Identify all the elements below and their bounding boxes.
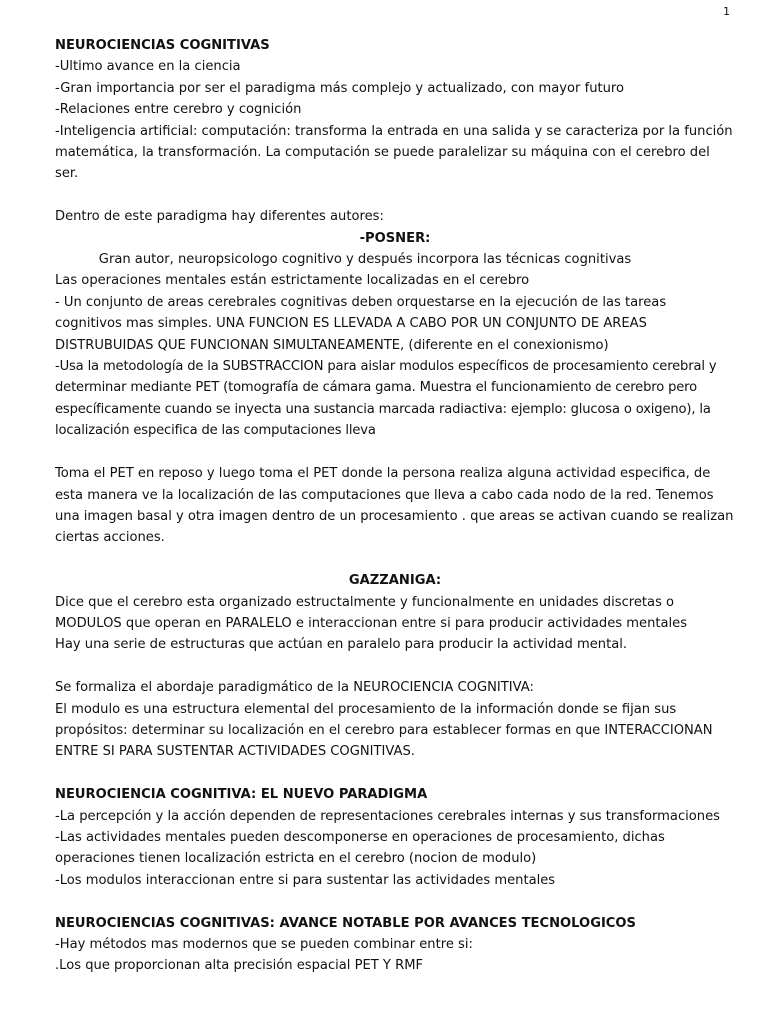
spacer bbox=[55, 185, 735, 206]
authors-intro: Dentro de este paradigma hay diferentes autores: bbox=[55, 209, 384, 225]
nuevo-paradigma-line: -La percepción y la acción dependen de representaciones cerebrales internas y sus transformaciones bbox=[55, 808, 720, 824]
formaliza-line: Se formaliza el abordaje paradigmático de la NEUROCIENCIA COGNITIVA: bbox=[55, 680, 534, 696]
spacer bbox=[55, 656, 735, 677]
intro-line: -Relaciones entre cerebro y cognición bbox=[55, 102, 302, 118]
nuevo-paradigma-line: -Los modulos interaccionan entre si para sustentar las actividades mentales bbox=[55, 872, 556, 888]
intro-line: -Gran importancia por ser el paradigma más complejo y actualizado, con mayor futuro bbox=[55, 80, 625, 96]
heading-nuevo-paradigma: NEUROCIENCIA COGNITIVA: EL NUEVO PARADIGMA bbox=[55, 787, 428, 803]
posner-line: -Usa la metodología de la SUBSTRACCION para aislar modulos específicos de procesamiento cerebral y determinar mediante PET (tomografía de cámara gama. Muestra el funcionamiento de cerebro pero específicamente cuando se inyecta una sustancia marcada radiactiva: ejemplo: glucosa o oxigeno), la localización especifica de las computaciones lleva bbox=[55, 359, 717, 439]
avance-line: .Los que proporcionan alta precisión espacial PET Y RMF bbox=[55, 958, 424, 974]
document-body bbox=[55, 35, 735, 977]
intro-line: -Ultimo avance en la ciencia bbox=[55, 59, 241, 75]
heading-avance: NEUROCIENCIAS COGNITIVAS: AVANCE NOTABLE POR AVANCES TECNOLOGICOS bbox=[55, 915, 636, 931]
heading-gazzaniga: GAZZANIGA: bbox=[348, 573, 442, 589]
gazzaniga-line: Hay una serie de estructuras que actúan en paralelo para producir la actividad mental. bbox=[55, 637, 628, 653]
posner-line: Las operaciones mentales están estrictamente localizadas en el cerebro bbox=[55, 273, 530, 289]
intro-line: -Inteligencia artificial: computación: transforma la entrada en una salida y se caracteriza por la función matemática, la transformación. La computación se puede paralelizar su máquina con el cerebro del ser. bbox=[55, 123, 733, 182]
gazzaniga-line: Dice que el cerebro esta organizado estructalmente y funcionalmente en unidades discretas o MODULOS que operan en PARALELO e interaccionan entre si para producir actividades mentales bbox=[55, 594, 688, 631]
posner-subtitle: Gran autor, neuropsicologo cognitivo y después incorpora las técnicas cognitivas bbox=[98, 252, 632, 268]
page-number: 1 bbox=[723, 5, 730, 18]
avance-line: -Hay métodos mas modernos que se pueden combinar entre si: bbox=[55, 936, 473, 952]
heading-posner: -POSNER: bbox=[359, 230, 431, 246]
spacer bbox=[55, 442, 735, 463]
nuevo-paradigma-line: -Las actividades mentales pueden descomponerse en operaciones de procesamiento, dichas operaciones tienen localización estricta en el cerebro (nocion de modulo) bbox=[55, 829, 665, 867]
posner-line: - Un conjunto de areas cerebrales cognitivas deben orquestarse en la ejecución de las tareas cognitivos mas simples. UNA FUNCION ES LLEVADA A CABO POR UN CONJUNTO DE AREAS DISTRUBUIDAS QUE FUNCIONAN SIMULTANEAMENTE, (diferente en el conexionismo) bbox=[55, 294, 667, 353]
heading-neurociencias-cognitivas: NEUROCIENCIAS COGNITIVAS bbox=[55, 38, 270, 53]
pet-paragraph: Toma el PET en reposo y luego toma el PET donde la persona realiza alguna actividad especifica, de esta manera ve la localización de las computaciones que lleva a cabo cada nodo de la red. Tenemos una imagen basal y otra imagen dentro de un procesamiento . que areas se activan cuando se realizan ciertas acciones. bbox=[55, 466, 734, 546]
spacer bbox=[55, 763, 735, 784]
spacer bbox=[55, 549, 735, 570]
spacer bbox=[55, 891, 735, 912]
formaliza-line: El modulo es una estructura elemental del procesamiento de la información donde se fijan sus propósitos: determinar su localización en el cerebro para establecer formas en que INTERACCIONAN ENTRE SI PARA SUSTENTAR ACTIVIDADES COGNITIVAS. bbox=[55, 701, 713, 760]
